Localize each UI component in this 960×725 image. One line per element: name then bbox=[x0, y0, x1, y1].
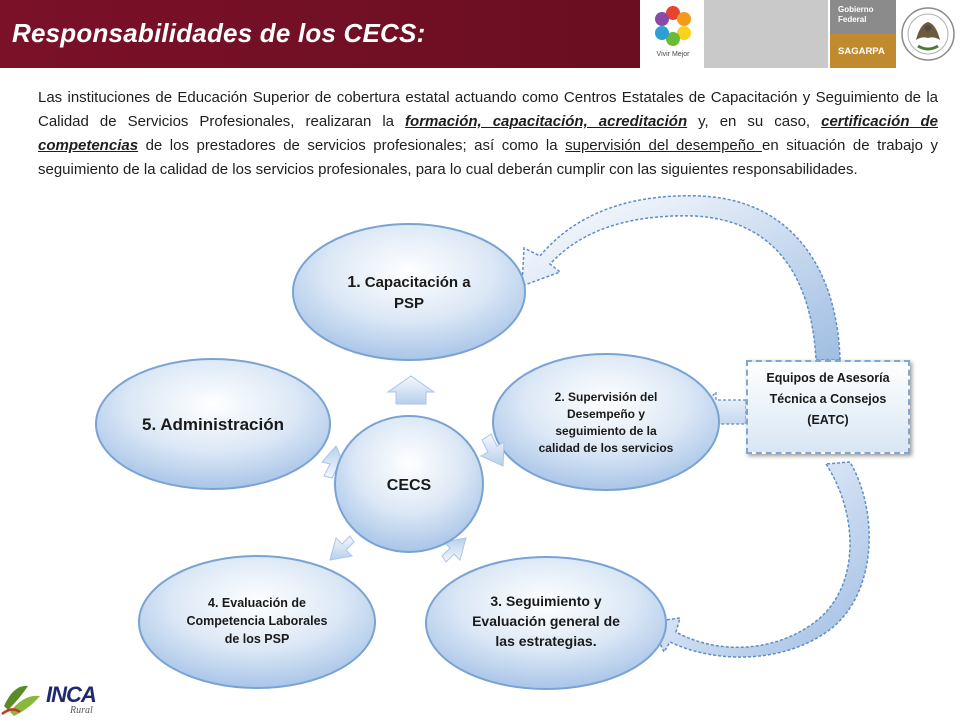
paragraph-text-1: Las instituciones de Educación Superior de cobertura estatal actuando como Centros Estatales de Capacitación y Seguimiento de la Calidad de Servicios Profesionales, realizaran la bbox=[38, 89, 938, 130]
inca-text: INCA bbox=[46, 682, 96, 707]
inca-leaf-icon bbox=[0, 676, 44, 720]
paragraph-text-2: y, en su caso, bbox=[687, 113, 822, 130]
node-1-label-text: Capacitación a bbox=[364, 274, 471, 291]
node-1-number: 1. bbox=[347, 274, 361, 291]
eatc-label-line2: Técnica a Consejos bbox=[769, 392, 887, 406]
sagarpa-text: SAGARPA bbox=[838, 46, 885, 57]
node-5-label: 5. Administración bbox=[141, 415, 285, 434]
page-title: Responsabilidades de los CECS: bbox=[12, 18, 426, 48]
gobierno-text-line1: Gobierno bbox=[838, 5, 874, 14]
paragraph-highlight-formacion: formación, capacitación, acreditación bbox=[405, 113, 688, 130]
node-2-supervision bbox=[493, 354, 719, 490]
eatc-box bbox=[746, 360, 910, 454]
node-2-label-line2: Desempeño y bbox=[566, 407, 646, 421]
node-1-capacitacion bbox=[293, 224, 525, 360]
node-4-label-line1: 4. Evaluación de bbox=[208, 596, 306, 610]
paragraph-highlight-certificacion: certificación de competencias bbox=[38, 113, 938, 154]
node-3-label-line1: 3. Seguimiento y bbox=[490, 593, 602, 609]
node-1-label-line1 bbox=[347, 274, 471, 291]
cycle-arrow-to-node1 bbox=[388, 376, 434, 404]
paragraph-text-3: de los prestadores de servicios profesionales; así como la bbox=[138, 137, 566, 154]
paragraph-highlight-supervision: supervisión del desempeño bbox=[565, 137, 762, 154]
inca-rural-logo bbox=[0, 676, 130, 720]
vivir-mejor-text: Vivir Mejor bbox=[656, 51, 690, 58]
node-1-label-line2: PSP bbox=[393, 295, 425, 312]
paragraph-text-4: en situación de trabajo y seguimiento de la calidad de los servicios profesionales, para lo cual deberán cumplir con las siguientes responsabilidades. bbox=[38, 137, 939, 178]
node-2-label-line4: calidad de los servicios bbox=[538, 441, 674, 455]
node-3-label-line3: las estrategias. bbox=[495, 633, 597, 649]
eatc-label-line1: Equipos de Asesoría bbox=[766, 371, 890, 385]
node-2-label-line3: seguimiento de la bbox=[555, 424, 657, 438]
gobierno-text-line2: Federal bbox=[838, 15, 867, 24]
node-3-label-line2: Evaluación general de bbox=[472, 613, 620, 629]
cycle-arrow-to-node4 bbox=[330, 536, 354, 560]
node-4-label-line2: Competencia Laborales bbox=[186, 614, 328, 628]
curved-arrow-to-node1 bbox=[522, 196, 840, 360]
node-2-label-line1: 2. Supervisión del bbox=[554, 390, 658, 404]
curved-arrow-to-node3 bbox=[650, 462, 869, 657]
center-node-label: CECS bbox=[386, 477, 432, 494]
eatc-label-line3: (EATC) bbox=[807, 413, 849, 427]
node-4-label-line3: de los PSP bbox=[224, 632, 290, 646]
rural-text: Rural bbox=[70, 705, 93, 716]
